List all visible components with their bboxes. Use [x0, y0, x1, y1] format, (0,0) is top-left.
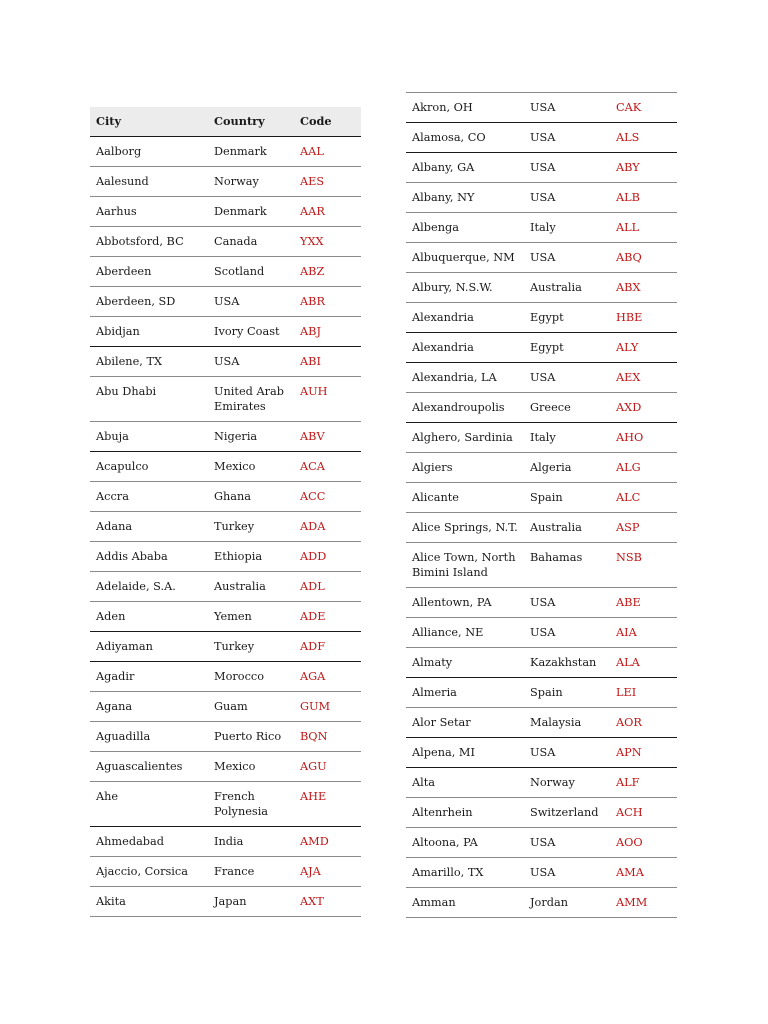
table-row	[406, 153, 677, 183]
table-row	[406, 618, 677, 648]
codes-table	[90, 107, 361, 917]
country-cell: Mexico	[208, 451, 294, 481]
country-cell: Canada	[208, 226, 294, 256]
table-row	[90, 691, 361, 721]
city-cell: Alice Town, North Bimini Island	[406, 543, 524, 588]
country-cell: Norway	[208, 166, 294, 196]
code-cell: ALA	[610, 648, 677, 678]
city-cell: Alliance, NE	[406, 618, 524, 648]
table-row	[406, 363, 677, 393]
city-cell: Aalesund	[90, 166, 208, 196]
code-cell: AGU	[294, 751, 361, 781]
code-cell: APN	[610, 738, 677, 768]
city-cell: Alta	[406, 768, 524, 798]
country-cell: Spain	[524, 483, 610, 513]
city-cell: Amman	[406, 888, 524, 918]
city-cell: Agana	[90, 691, 208, 721]
table-row	[406, 93, 677, 123]
table-row	[406, 648, 677, 678]
country-cell: Egypt	[524, 303, 610, 333]
city-cell: Albany, NY	[406, 183, 524, 213]
city-cell: Alexandria	[406, 333, 524, 363]
table-row	[406, 333, 677, 363]
table-row	[90, 166, 361, 196]
city-cell: Aberdeen, SD	[90, 286, 208, 316]
country-cell: Spain	[524, 678, 610, 708]
city-cell: Abu Dhabi	[90, 376, 208, 421]
city-cell: Allentown, PA	[406, 588, 524, 618]
table-row	[90, 421, 361, 451]
code-cell: AMD	[294, 826, 361, 856]
country-cell: USA	[524, 828, 610, 858]
code-cell: AAR	[294, 196, 361, 226]
table-row	[406, 828, 677, 858]
country-cell: Bahamas	[524, 543, 610, 588]
code-cell: GUM	[294, 691, 361, 721]
city-cell: Ahmedabad	[90, 826, 208, 856]
city-cell: Addis Ababa	[90, 541, 208, 571]
city-cell: Acapulco	[90, 451, 208, 481]
code-cell: ADF	[294, 631, 361, 661]
country-cell: USA	[524, 93, 610, 123]
country-cell: Kazakhstan	[524, 648, 610, 678]
country-cell: Turkey	[208, 631, 294, 661]
country-cell: United Arab Emirates	[208, 376, 294, 421]
country-cell: Puerto Rico	[208, 721, 294, 751]
table-row	[90, 286, 361, 316]
table-row	[90, 856, 361, 886]
city-cell: Alice Springs, N.T.	[406, 513, 524, 543]
code-cell: AES	[294, 166, 361, 196]
country-cell: Nigeria	[208, 421, 294, 451]
code-cell: AHO	[610, 423, 677, 453]
table-row	[406, 393, 677, 423]
city-cell: Alamosa, CO	[406, 123, 524, 153]
country-cell: Morocco	[208, 661, 294, 691]
country-cell: Denmark	[208, 136, 294, 166]
code-cell: ABY	[610, 153, 677, 183]
city-cell: Akita	[90, 886, 208, 916]
table-row	[90, 661, 361, 691]
table-row	[90, 256, 361, 286]
header-code: Code	[294, 107, 361, 136]
code-cell: ALY	[610, 333, 677, 363]
table-row	[90, 631, 361, 661]
city-cell: Alexandria, LA	[406, 363, 524, 393]
code-cell: AEX	[610, 363, 677, 393]
code-cell: AJA	[294, 856, 361, 886]
code-cell: ABJ	[294, 316, 361, 346]
country-cell: Turkey	[208, 511, 294, 541]
country-cell: Egypt	[524, 333, 610, 363]
city-cell: Accra	[90, 481, 208, 511]
city-cell: Alghero, Sardinia	[406, 423, 524, 453]
country-cell: Australia	[208, 571, 294, 601]
code-cell: AOO	[610, 828, 677, 858]
code-cell: AXT	[294, 886, 361, 916]
country-cell: India	[208, 826, 294, 856]
city-cell: Aalborg	[90, 136, 208, 166]
city-cell: Alexandria	[406, 303, 524, 333]
country-cell: USA	[524, 588, 610, 618]
table-body	[90, 136, 361, 916]
code-cell: ACC	[294, 481, 361, 511]
code-cell: AIA	[610, 618, 677, 648]
country-cell: Mexico	[208, 751, 294, 781]
code-cell: AXD	[610, 393, 677, 423]
table-row	[406, 423, 677, 453]
city-cell: Albenga	[406, 213, 524, 243]
table-row	[406, 858, 677, 888]
city-cell: Ajaccio, Corsica	[90, 856, 208, 886]
code-cell: NSB	[610, 543, 677, 588]
table-row	[90, 781, 361, 826]
table-row	[90, 481, 361, 511]
city-cell: Amarillo, TX	[406, 858, 524, 888]
code-cell: ALF	[610, 768, 677, 798]
city-cell: Abuja	[90, 421, 208, 451]
table-row	[406, 483, 677, 513]
city-cell: Albany, GA	[406, 153, 524, 183]
city-cell: Altenrhein	[406, 798, 524, 828]
code-cell: ALS	[610, 123, 677, 153]
code-cell: ABI	[294, 346, 361, 376]
code-cell: ALB	[610, 183, 677, 213]
table-row	[406, 303, 677, 333]
city-cell: Albury, N.S.W.	[406, 273, 524, 303]
table-row	[406, 888, 677, 918]
table-row	[406, 543, 677, 588]
code-cell: AOR	[610, 708, 677, 738]
country-cell: USA	[524, 243, 610, 273]
table-row	[90, 751, 361, 781]
city-cell: Abilene, TX	[90, 346, 208, 376]
code-cell: ALC	[610, 483, 677, 513]
city-cell: Akron, OH	[406, 93, 524, 123]
country-cell: Yemen	[208, 601, 294, 631]
table-row	[406, 453, 677, 483]
code-cell: ALL	[610, 213, 677, 243]
country-cell: Norway	[524, 768, 610, 798]
country-cell: USA	[524, 618, 610, 648]
table-row	[406, 183, 677, 213]
table-row	[406, 513, 677, 543]
country-cell: Ethiopia	[208, 541, 294, 571]
country-cell: USA	[524, 363, 610, 393]
code-cell: AMM	[610, 888, 677, 918]
code-cell: ALG	[610, 453, 677, 483]
table-row	[406, 678, 677, 708]
city-cell: Abidjan	[90, 316, 208, 346]
code-cell: ABQ	[610, 243, 677, 273]
code-cell: ABE	[610, 588, 677, 618]
table-row	[406, 273, 677, 303]
city-cell: Algiers	[406, 453, 524, 483]
table-row	[90, 376, 361, 421]
country-cell: Denmark	[208, 196, 294, 226]
code-cell: AUH	[294, 376, 361, 421]
city-cell: Agadir	[90, 661, 208, 691]
city-cell: Aden	[90, 601, 208, 631]
table-row	[90, 541, 361, 571]
code-cell: ASP	[610, 513, 677, 543]
code-cell: AHE	[294, 781, 361, 826]
table-body	[406, 93, 677, 918]
code-cell: ABR	[294, 286, 361, 316]
country-cell: USA	[524, 738, 610, 768]
code-cell: ACA	[294, 451, 361, 481]
table-row	[90, 511, 361, 541]
city-cell: Albuquerque, NM	[406, 243, 524, 273]
country-cell: Italy	[524, 423, 610, 453]
country-cell: Malaysia	[524, 708, 610, 738]
code-cell: ACH	[610, 798, 677, 828]
country-cell: Ghana	[208, 481, 294, 511]
country-cell: French Polynesia	[208, 781, 294, 826]
country-cell: Australia	[524, 513, 610, 543]
code-cell: AGA	[294, 661, 361, 691]
code-cell: AAL	[294, 136, 361, 166]
city-cell: Alicante	[406, 483, 524, 513]
city-cell: Aguadilla	[90, 721, 208, 751]
table-row	[406, 243, 677, 273]
table-row	[90, 316, 361, 346]
code-cell: CAK	[610, 93, 677, 123]
country-cell: USA	[208, 286, 294, 316]
code-cell: BQN	[294, 721, 361, 751]
city-cell: Aarhus	[90, 196, 208, 226]
code-cell: HBE	[610, 303, 677, 333]
country-cell: Australia	[524, 273, 610, 303]
country-cell: Ivory Coast	[208, 316, 294, 346]
table-row	[90, 136, 361, 166]
header-city: City	[90, 107, 208, 136]
table-row	[90, 571, 361, 601]
airport-codes-table-right	[406, 92, 677, 918]
city-cell: Alexandroupolis	[406, 393, 524, 423]
country-cell: Guam	[208, 691, 294, 721]
code-cell: ABZ	[294, 256, 361, 286]
table-row	[90, 826, 361, 856]
header-country: Country	[208, 107, 294, 136]
city-cell: Almeria	[406, 678, 524, 708]
airport-codes-table-left	[90, 107, 361, 917]
city-cell: Adana	[90, 511, 208, 541]
table-row	[406, 123, 677, 153]
city-cell: Aguascalientes	[90, 751, 208, 781]
country-cell: USA	[524, 183, 610, 213]
header-row	[90, 107, 361, 136]
table-row	[406, 588, 677, 618]
code-cell: ADL	[294, 571, 361, 601]
table-row	[406, 213, 677, 243]
table-row	[406, 708, 677, 738]
country-cell: Algeria	[524, 453, 610, 483]
code-cell: ABV	[294, 421, 361, 451]
table-row	[90, 346, 361, 376]
country-cell: Scotland	[208, 256, 294, 286]
codes-table	[406, 92, 677, 918]
country-cell: Greece	[524, 393, 610, 423]
city-cell: Adelaide, S.A.	[90, 571, 208, 601]
code-cell: YXX	[294, 226, 361, 256]
city-cell: Alpena, MI	[406, 738, 524, 768]
country-cell: Switzerland	[524, 798, 610, 828]
city-cell: Altoona, PA	[406, 828, 524, 858]
table-row	[90, 886, 361, 916]
country-cell: USA	[524, 123, 610, 153]
country-cell: Italy	[524, 213, 610, 243]
table-row	[90, 601, 361, 631]
country-cell: France	[208, 856, 294, 886]
city-cell: Abbotsford, BC	[90, 226, 208, 256]
table-row	[90, 721, 361, 751]
city-cell: Alor Setar	[406, 708, 524, 738]
code-cell: LEI	[610, 678, 677, 708]
table-row	[406, 798, 677, 828]
table-row	[90, 451, 361, 481]
country-cell: USA	[524, 858, 610, 888]
city-cell: Almaty	[406, 648, 524, 678]
country-cell: Japan	[208, 886, 294, 916]
table-row	[406, 738, 677, 768]
city-cell: Aberdeen	[90, 256, 208, 286]
code-cell: AMA	[610, 858, 677, 888]
table-row	[406, 768, 677, 798]
city-cell: Adiyaman	[90, 631, 208, 661]
city-cell: Ahe	[90, 781, 208, 826]
code-cell: ADD	[294, 541, 361, 571]
code-cell: ADA	[294, 511, 361, 541]
country-cell: USA	[524, 153, 610, 183]
country-cell: Jordan	[524, 888, 610, 918]
table-row	[90, 226, 361, 256]
table-row	[90, 196, 361, 226]
code-cell: ADE	[294, 601, 361, 631]
code-cell: ABX	[610, 273, 677, 303]
country-cell: USA	[208, 346, 294, 376]
